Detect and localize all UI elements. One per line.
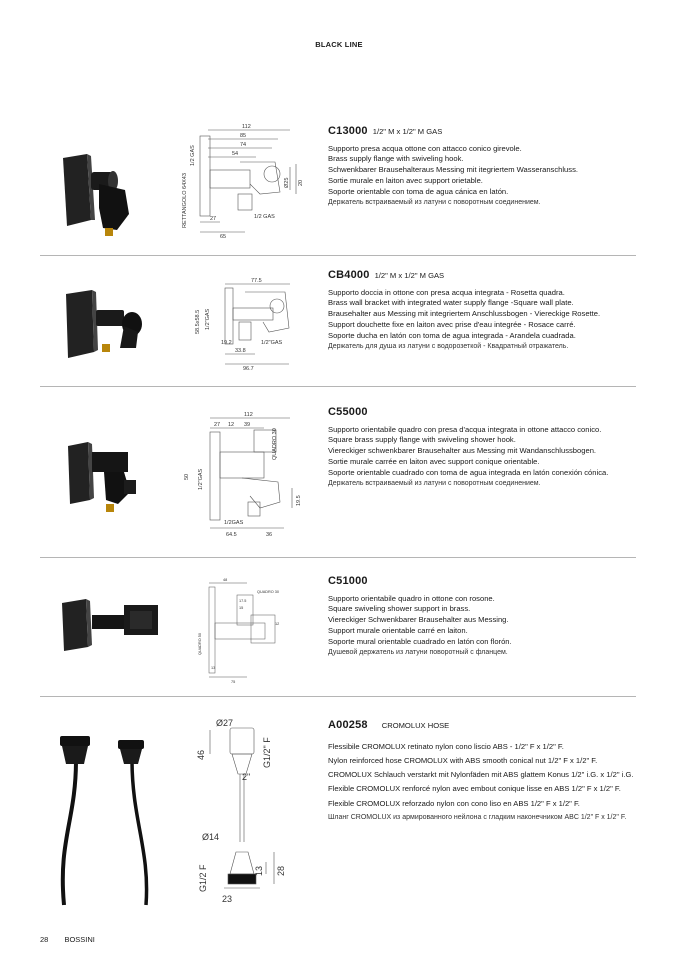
dim-36: 36 [266,532,273,538]
product-desc-c55000 [328,405,640,488]
dim-13: 13 [211,666,216,670]
desc-ru: Держатель встраиваемый из латуни с поворотным соединением. [328,479,541,487]
desc-it: Supporto presa acqua ottone con attacco conico girevole. [328,143,522,153]
desc-it: Supporto orientabile quadro con presa d'acqua integrata in ottone attacco conico. [328,424,602,434]
dim-33-8: 33.8 [235,348,246,354]
desc-es: Soporte ducha en latón con toma de agua integrada - Arandela cuadrada. [328,330,576,340]
dim-58-5: 58.5x58.5 [195,309,201,334]
dim-19-2: 19.2 [221,340,232,346]
desc-ru: Шланг CROMOLUX из армированного нейлона с гладким наконечником ABC 1/2" F x 1/2" F. [328,813,627,821]
desc-es: Soporte orientable cuadrado con toma de agua integrada en latón conexión cónica. [328,467,609,477]
dim-quadro-30: QUADRO 30 [257,590,279,594]
dim-96-7: 96.7 [243,366,254,372]
page-number: 28 [40,935,49,944]
product-subtitle: 1/2" M x 1/2" M GAS [372,127,443,136]
product-code: C51000 [328,575,368,587]
product-photo-c13000 [55,148,155,240]
dim-12: 12 [275,622,280,626]
desc-it: Supporto doccia in ottone con presa acqua integrata - Rosetta quadra. [328,287,565,297]
desc-de: Brausehalter aus Messing mit integriertem Anschlussbogen - Viereckige Rosette. [328,309,601,319]
dim-19-5: 19.5 [296,495,302,506]
product-desc-c51000 [328,574,640,657]
dim-75: 75 [231,680,236,684]
dim-15: 15 [239,606,244,610]
desc-fr: Support murale orientable carré en laiton. [328,625,468,635]
desc-en: Brass supply flange with swiveling hook. [328,154,464,164]
dim-quadro-50: QUADRO 50 [198,633,202,655]
dim-g-half-f-top: G1/2" F [262,737,272,768]
desc-fr: Flexible CROMOLUX renforcé nylon avec embout conique lisse en ABS 1/2" F x 1/2" F. [328,784,621,794]
product-subtitle: CROMOLUX HOSE [381,721,450,730]
product-photo-c51000 [58,595,168,655]
desc-ru: Держатель для душа из латуни с водорозеткой - Квадратный отражатель. [328,342,569,350]
dim-23: 23 [222,894,233,904]
section-divider [40,255,636,256]
dim-85: 85 [240,133,247,139]
product-desc-a00258 [328,718,640,826]
product-code: C55000 [328,406,368,418]
desc-fr: Support douchette fixe en laiton avec prise d'eau integrée - Rosace carré. [328,319,576,329]
desc-en: Square brass supply flange with swiveling shower hook. [328,435,516,445]
dim-48: 48 [223,578,228,582]
desc-fr: Sortie murale carrée en laiton avec support conique orientable. [328,456,540,466]
dim-20: 20 [298,179,304,186]
dim-28: 28 [276,865,286,876]
desc-it: Flessibile CROMOLUX retinato nylon cono liscio ABS - 1/2" F x 1/2" F. [328,741,564,751]
dim-half-gas: 1/2 GAS [254,214,275,220]
dim-g-half-f-bottom: G1/2 F [198,864,208,892]
technical-drawing-c55000 [180,410,305,540]
dim-46: 46 [196,749,206,760]
desc-fr: Sortie murale en laiton avec support orietable. [328,175,483,185]
product-code: C13000 [328,125,368,137]
section-divider [40,696,636,697]
dim-64-5: 64.5 [226,532,237,538]
product-photo-cb4000 [58,288,158,363]
page-header: BLACK LINE [315,40,363,49]
dim-25: Ø25 [284,177,290,188]
desc-de: CROMOLUX Schlauch verstarkt mit Nylonfäden mit ABS glattem Konus 1/2" i.G. x 1/2" i.G. [328,770,634,780]
dim-27: 27 [210,216,217,222]
section-divider [40,557,636,558]
dim-54: 54 [232,151,239,157]
desc-en: Nylon reinforced hose CROMOLUX with ABS smooth conical nut 1/2" F x 1/2" F. [328,755,598,765]
desc-es: Soporte mural orientable cuadrado en latón con florón. [328,636,512,646]
product-subtitle: 1/2" M x 1/2" M GAS [374,271,445,280]
product-photo-a00258 [50,730,170,910]
dim-diameter-27: Ø27 [216,718,234,728]
dim-74: 74 [240,142,247,148]
product-code: A00258 [328,719,368,731]
technical-drawing-c51000 [195,575,285,685]
dim-27: 27 [214,422,221,428]
brand-name: BOSSINI [64,935,95,944]
product-desc-cb4000 [328,268,640,351]
product-photo-c55000 [62,438,162,516]
section-divider [40,386,636,387]
desc-en: Square swiveling shower support in brass. [328,604,471,614]
dim-half-gas: 1/2GAS [224,520,244,526]
desc-en: Brass wall bracket with integrated water supply flange -Square wall plate. [328,298,574,308]
technical-drawing-a00258 [190,712,290,908]
dim-half-gas-v: 1/2 GAS [190,145,196,166]
dim-half-gas-v: 1/2"GAS [205,308,211,330]
desc-es: Flexible CROMOLUX reforzado nylon con cono liso en ABS 1/2" F x 1/2" F. [328,798,580,808]
dim-17-5: 17.5 [239,599,247,603]
desc-it: Supporto orientabile quadro in ottone con rosone. [328,593,495,603]
dim-12: 12 [228,422,235,428]
dim-77-5: 77.5 [251,278,262,284]
dim-65: 65 [220,234,227,240]
dim-diameter-14: Ø14 [202,832,220,842]
technical-drawing-cb4000 [185,272,300,372]
dim-112: 112 [242,124,251,130]
dim-39: 39 [244,422,251,428]
dim-half-gas: 1/2"GAS [261,340,283,346]
desc-es: Soporte orientable con toma de agua cánica en latón. [328,186,509,196]
desc-de: Viereckiger schwenkbarer Brausehalter aus Messing mit Wandanschlussbogen. [328,446,597,456]
dim-quadro-30: QUADRO 30 [272,428,278,460]
desc-de: Schwenkbarer Brausehalteraus Messing mit itegriertem Wasseranschluss. [328,165,578,175]
desc-de: Viereckiger Schwenkbarer Brausehalter aus Messing. [328,615,509,625]
dim-half-gas-v: 1/2"GAS [198,468,204,490]
dim-rettangolo: RETTANGOLO 64X43 [182,173,188,228]
dim-112: 112 [244,412,253,418]
desc-ru: Душевой держатель из латуни поворотный с фланцем. [328,648,508,656]
technical-drawing-c13000 [180,122,305,242]
desc-ru: Держатель встраиваемый из латуни с поворотным соединением. [328,198,541,206]
page-footer [40,935,109,944]
product-desc-c13000 [328,124,640,207]
dim-2: 2" [242,772,251,782]
product-code: CB4000 [328,269,370,281]
dim-50: 50 [184,473,190,480]
dim-13: 13 [254,865,264,876]
